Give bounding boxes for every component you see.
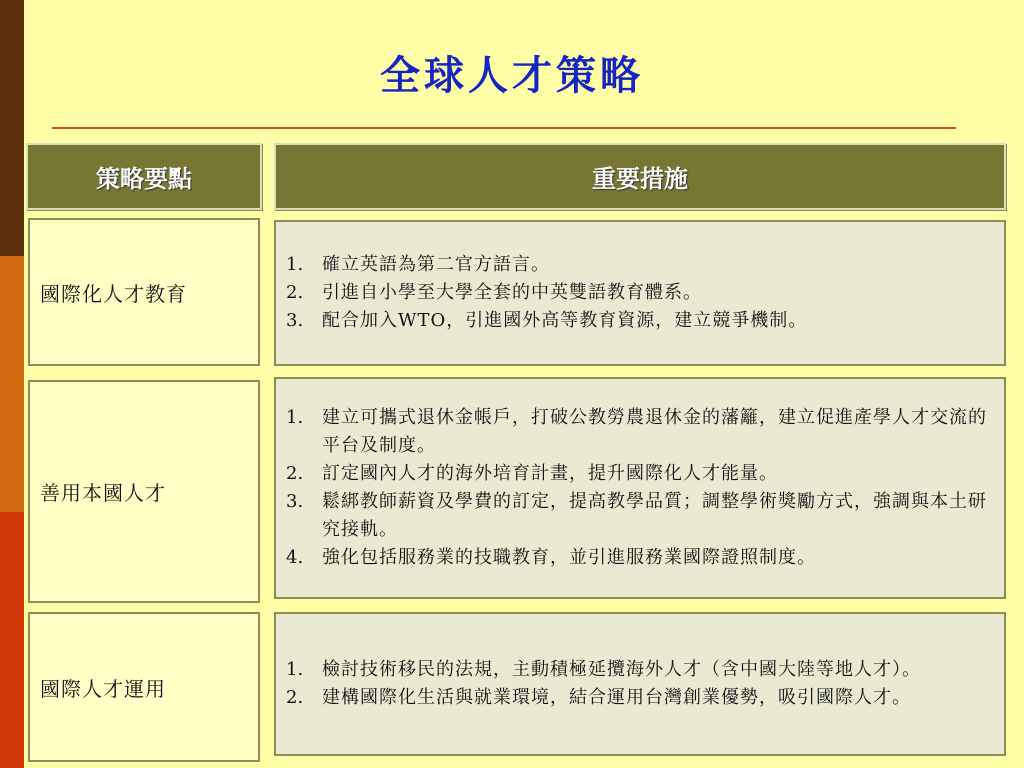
header-strategy-points: 策略要點 [26, 143, 262, 210]
measures-box-2 [274, 377, 1006, 599]
side-bar-bottom [0, 512, 24, 768]
measures-list-1 [286, 251, 992, 335]
list-item: 1. 建立可攜式退休金帳戶，打破公教勞農退休金的藩籬，建立促進產學人才交流的平台及制度。 [286, 407, 987, 456]
measures-box-3 [274, 612, 1006, 756]
measures-list-2 [286, 404, 992, 572]
list-item: 2. 建構國際化生活與就業環境，結合運用台灣創業優勢，吸引國際人才。 [286, 687, 911, 708]
measures-box-1 [274, 220, 1006, 366]
list-item: 3. 配合加入WTO，引進國外高等教育資源，建立競爭機制。 [286, 310, 808, 331]
list-item: 2. 訂定國內人才的海外培育計畫，提升國際化人才能量。 [286, 463, 778, 484]
list-item: 4. 強化包括服務業的技職教育，並引進服務業國際證照制度。 [286, 547, 816, 568]
title-divider [52, 127, 956, 129]
side-bar-middle [0, 256, 24, 512]
strategy-label-3: 國際人才運用 [28, 612, 260, 762]
list-item: 1. 確立英語為第二官方語言。 [286, 254, 550, 275]
strategy-label-2: 善用本國人才 [28, 380, 260, 603]
list-item: 2. 引進自小學至大學全套的中英雙語教育體系。 [286, 282, 702, 303]
side-bar-top [0, 0, 24, 256]
header-key-measures: 重要措施 [274, 143, 1006, 210]
strategy-label-1: 國際化人才教育 [28, 218, 260, 366]
list-item: 3. 鬆綁教師薪資及學費的訂定，提高教學品質；調整學術獎勵方式，強調與本土研究接軌。 [286, 491, 987, 540]
measures-list-3 [286, 656, 992, 712]
slide-title: 全球人才策略 [380, 52, 644, 99]
list-item: 1. 檢討技術移民的法規，主動積極延攬海外人才（含中國大陸等地人才）。 [286, 659, 921, 680]
